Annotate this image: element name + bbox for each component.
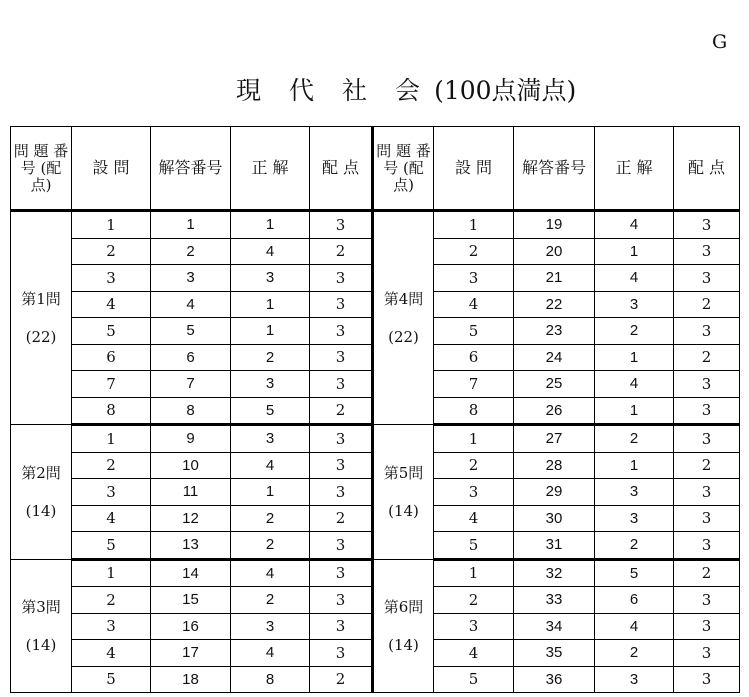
question-cell: 3 bbox=[434, 479, 514, 506]
correct-answer-cell: 1 bbox=[595, 238, 674, 265]
section-label: 第5問 bbox=[383, 463, 424, 482]
answer-number-cell: 21 bbox=[514, 265, 595, 292]
section-gap bbox=[11, 484, 71, 500]
table-row bbox=[11, 425, 740, 453]
correct-answer-cell: 4 bbox=[231, 559, 310, 587]
title-points: (100点満点) bbox=[434, 76, 577, 105]
title-char: 代 bbox=[289, 76, 315, 105]
answer-number-cell: 24 bbox=[514, 344, 595, 371]
question-cell: 1 bbox=[434, 211, 514, 239]
page-title bbox=[236, 76, 636, 106]
table-row bbox=[11, 559, 740, 587]
points-cell: 3 bbox=[674, 640, 740, 667]
points-cell: 3 bbox=[310, 532, 373, 560]
correct-answer-cell: 1 bbox=[595, 397, 674, 425]
section-cell bbox=[11, 559, 72, 693]
question-cell: 6 bbox=[434, 344, 514, 371]
correct-answer-cell: 1 bbox=[231, 479, 310, 506]
points-cell: 3 bbox=[674, 425, 740, 453]
correct-answer-cell: 3 bbox=[231, 265, 310, 292]
points-cell: 3 bbox=[310, 479, 373, 506]
section-label: 第4問 bbox=[383, 290, 424, 308]
question-cell: 5 bbox=[434, 666, 514, 693]
points-cell: 3 bbox=[674, 532, 740, 560]
answer-number-cell: 23 bbox=[514, 318, 595, 345]
answer-number-cell: 11 bbox=[151, 479, 231, 506]
points-cell: 3 bbox=[674, 613, 740, 640]
section-gap bbox=[11, 618, 71, 634]
correct-answer-cell: 1 bbox=[231, 318, 310, 345]
points-cell: 2 bbox=[674, 291, 740, 318]
points-cell: 3 bbox=[310, 291, 373, 318]
points-cell: 3 bbox=[674, 371, 740, 398]
section-points: (22) bbox=[388, 328, 419, 346]
header-answer-number: 解答番号 bbox=[514, 127, 595, 211]
question-cell: 2 bbox=[434, 452, 514, 479]
section-gap bbox=[374, 618, 433, 634]
section-cell bbox=[373, 559, 434, 693]
question-cell: 2 bbox=[434, 238, 514, 265]
correct-answer-cell: 3 bbox=[231, 613, 310, 640]
question-cell: 7 bbox=[72, 371, 151, 398]
answer-number-cell: 9 bbox=[151, 425, 231, 453]
question-cell: 4 bbox=[434, 505, 514, 532]
title-char: 会 bbox=[395, 76, 421, 105]
answer-number-cell: 31 bbox=[514, 532, 595, 560]
points-cell: 3 bbox=[310, 640, 373, 667]
points-cell: 2 bbox=[674, 452, 740, 479]
points-cell: 3 bbox=[674, 505, 740, 532]
answer-number-cell: 30 bbox=[514, 505, 595, 532]
question-cell: 2 bbox=[72, 587, 151, 614]
question-cell: 3 bbox=[72, 613, 151, 640]
points-cell: 2 bbox=[310, 505, 373, 532]
section-label: 第3問 bbox=[21, 597, 61, 616]
question-cell: 1 bbox=[72, 211, 151, 239]
correct-answer-cell: 3 bbox=[595, 505, 674, 532]
question-cell: 1 bbox=[434, 425, 514, 453]
section-points: (14) bbox=[388, 635, 419, 654]
section-points: (14) bbox=[25, 635, 57, 654]
section-cell bbox=[373, 211, 434, 425]
correct-answer-cell: 1 bbox=[231, 291, 310, 318]
points-cell: 3 bbox=[310, 265, 373, 292]
table-row bbox=[11, 211, 740, 239]
correct-answer-cell: 4 bbox=[231, 238, 310, 265]
question-cell: 4 bbox=[72, 291, 151, 318]
section-cell bbox=[11, 425, 72, 560]
answer-number-cell: 27 bbox=[514, 425, 595, 453]
correct-answer-cell: 3 bbox=[595, 291, 674, 318]
answer-number-cell: 26 bbox=[514, 397, 595, 425]
correct-answer-cell: 3 bbox=[595, 666, 674, 693]
section-gap bbox=[374, 310, 433, 326]
answer-number-cell: 22 bbox=[514, 291, 595, 318]
points-cell: 3 bbox=[674, 211, 740, 239]
title-char: 社 bbox=[342, 76, 368, 105]
answer-number-cell: 8 bbox=[151, 397, 231, 425]
correct-answer-cell: 5 bbox=[231, 397, 310, 425]
answer-number-cell: 25 bbox=[514, 371, 595, 398]
points-cell: 3 bbox=[310, 452, 373, 479]
correct-answer-cell: 5 bbox=[595, 559, 674, 587]
header-question: 設 問 bbox=[434, 127, 514, 211]
points-cell: 3 bbox=[674, 238, 740, 265]
section-points: (14) bbox=[25, 501, 57, 520]
question-cell: 4 bbox=[434, 291, 514, 318]
header-points: 配 点 bbox=[674, 127, 740, 211]
correct-answer-cell: 2 bbox=[595, 318, 674, 345]
points-cell: 2 bbox=[310, 238, 373, 265]
question-cell: 1 bbox=[72, 425, 151, 453]
answer-number-cell: 7 bbox=[151, 371, 231, 398]
section-label: 第2問 bbox=[21, 463, 61, 482]
points-cell: 2 bbox=[310, 397, 373, 425]
answer-number-cell: 10 bbox=[151, 452, 231, 479]
answer-number-cell: 34 bbox=[514, 613, 595, 640]
correct-answer-cell: 4 bbox=[595, 613, 674, 640]
section-points: (14) bbox=[388, 501, 419, 520]
correct-answer-cell: 2 bbox=[231, 587, 310, 614]
question-cell: 2 bbox=[72, 452, 151, 479]
correct-answer-cell: 2 bbox=[595, 425, 674, 453]
points-cell: 3 bbox=[310, 587, 373, 614]
title-char: 現 bbox=[236, 76, 262, 105]
answer-number-cell: 12 bbox=[151, 505, 231, 532]
points-cell: 3 bbox=[310, 211, 373, 239]
question-cell: 8 bbox=[72, 397, 151, 425]
correct-answer-cell: 2 bbox=[595, 640, 674, 667]
answer-number-cell: 13 bbox=[151, 532, 231, 560]
points-cell: 3 bbox=[310, 425, 373, 453]
answer-number-cell: 17 bbox=[151, 640, 231, 667]
question-cell: 3 bbox=[72, 265, 151, 292]
answer-number-cell: 2 bbox=[151, 238, 231, 265]
correct-answer-cell: 1 bbox=[231, 211, 310, 239]
points-cell: 2 bbox=[310, 666, 373, 693]
correct-answer-cell: 2 bbox=[231, 532, 310, 560]
section-points: (22) bbox=[25, 328, 57, 346]
points-cell: 3 bbox=[674, 479, 740, 506]
question-cell: 3 bbox=[434, 265, 514, 292]
header-correct: 正 解 bbox=[231, 127, 310, 211]
answer-number-cell: 36 bbox=[514, 666, 595, 693]
question-cell: 5 bbox=[72, 532, 151, 560]
answer-number-cell: 4 bbox=[151, 291, 231, 318]
correct-answer-cell: 3 bbox=[595, 479, 674, 506]
correct-answer-cell: 4 bbox=[231, 452, 310, 479]
points-cell: 3 bbox=[674, 397, 740, 425]
points-cell: 3 bbox=[310, 371, 373, 398]
question-cell: 8 bbox=[434, 397, 514, 425]
answer-number-cell: 33 bbox=[514, 587, 595, 614]
section-cell bbox=[11, 211, 72, 425]
header-section: 問 題 番 号 (配点) bbox=[11, 127, 72, 211]
answer-number-cell: 35 bbox=[514, 640, 595, 667]
answer-number-cell: 14 bbox=[151, 559, 231, 587]
section-label: 第1問 bbox=[21, 290, 61, 308]
correct-answer-cell: 1 bbox=[595, 344, 674, 371]
question-cell: 5 bbox=[72, 666, 151, 693]
correct-answer-cell: 2 bbox=[595, 532, 674, 560]
correct-answer-cell: 4 bbox=[231, 640, 310, 667]
correct-answer-cell: 4 bbox=[595, 371, 674, 398]
answer-number-cell: 32 bbox=[514, 559, 595, 587]
correct-answer-cell: 1 bbox=[595, 452, 674, 479]
answer-number-cell: 18 bbox=[151, 666, 231, 693]
section-gap bbox=[374, 484, 433, 500]
points-cell: 2 bbox=[674, 344, 740, 371]
points-cell: 3 bbox=[310, 344, 373, 371]
question-cell: 4 bbox=[434, 640, 514, 667]
points-cell: 3 bbox=[310, 318, 373, 345]
section-cell bbox=[373, 425, 434, 560]
question-cell: 4 bbox=[72, 640, 151, 667]
header-section: 問 題 番 号 (配点) bbox=[373, 127, 434, 211]
correct-answer-cell: 8 bbox=[231, 666, 310, 693]
question-cell: 3 bbox=[434, 613, 514, 640]
answer-number-cell: 3 bbox=[151, 265, 231, 292]
section-gap bbox=[11, 310, 71, 326]
question-cell: 3 bbox=[72, 479, 151, 506]
correct-answer-cell: 2 bbox=[231, 505, 310, 532]
version-mark: G bbox=[712, 31, 728, 53]
answer-number-cell: 5 bbox=[151, 318, 231, 345]
question-cell: 5 bbox=[72, 318, 151, 345]
correct-answer-cell: 6 bbox=[595, 587, 674, 614]
question-cell: 5 bbox=[434, 318, 514, 345]
question-cell: 1 bbox=[72, 559, 151, 587]
correct-answer-cell: 3 bbox=[231, 371, 310, 398]
answer-number-cell: 15 bbox=[151, 587, 231, 614]
points-cell: 3 bbox=[674, 666, 740, 693]
correct-answer-cell: 2 bbox=[231, 344, 310, 371]
correct-answer-cell: 4 bbox=[595, 265, 674, 292]
question-cell: 1 bbox=[434, 559, 514, 587]
answer-number-cell: 16 bbox=[151, 613, 231, 640]
points-cell: 2 bbox=[674, 559, 740, 587]
question-cell: 4 bbox=[72, 505, 151, 532]
header-question: 設 問 bbox=[72, 127, 151, 211]
correct-answer-cell: 3 bbox=[231, 425, 310, 453]
header-correct: 正 解 bbox=[595, 127, 674, 211]
answer-number-cell: 29 bbox=[514, 479, 595, 506]
answer-number-cell: 19 bbox=[514, 211, 595, 239]
points-cell: 3 bbox=[310, 613, 373, 640]
answer-number-cell: 20 bbox=[514, 238, 595, 265]
points-cell: 3 bbox=[674, 265, 740, 292]
header-answer-number: 解答番号 bbox=[151, 127, 231, 211]
points-cell: 3 bbox=[674, 318, 740, 345]
points-cell: 3 bbox=[310, 559, 373, 587]
answer-table-body bbox=[11, 211, 740, 693]
answer-number-cell: 6 bbox=[151, 344, 231, 371]
header-points: 配 点 bbox=[310, 127, 373, 211]
correct-answer-cell: 4 bbox=[595, 211, 674, 239]
question-cell: 7 bbox=[434, 371, 514, 398]
answer-number-cell: 1 bbox=[151, 211, 231, 239]
answer-table bbox=[10, 126, 740, 693]
question-cell: 2 bbox=[72, 238, 151, 265]
question-cell: 2 bbox=[434, 587, 514, 614]
question-cell: 5 bbox=[434, 532, 514, 560]
question-cell: 6 bbox=[72, 344, 151, 371]
answer-number-cell: 28 bbox=[514, 452, 595, 479]
section-label: 第6問 bbox=[383, 597, 424, 616]
points-cell: 3 bbox=[674, 587, 740, 614]
